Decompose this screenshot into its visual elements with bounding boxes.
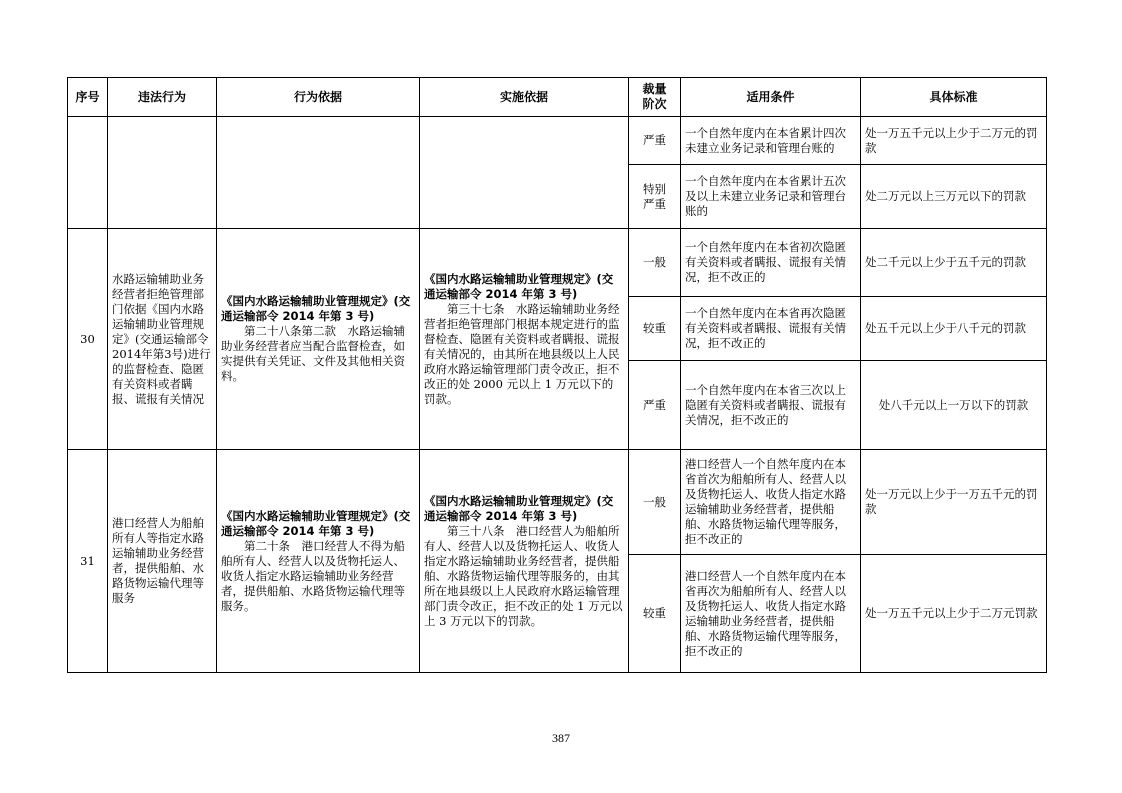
violation-cell: 水路运输辅助业务经营者拒绝管理部门依据《国内水路运输辅助业管理规定》(交通运输部令2014年第3号)进行的监督检查、隐匿有关资料或者瞒报、谎报有关情况 <box>108 229 217 450</box>
cell-empty-no <box>68 117 108 229</box>
header-level: 裁量 阶次 <box>629 78 681 117</box>
basis-cell <box>217 229 420 450</box>
level-cell: 严重 <box>629 117 681 165</box>
item-number: 31 <box>68 450 108 673</box>
page-number: 387 <box>552 731 570 745</box>
level-cell: 一般 <box>629 229 681 297</box>
condition-cell: 一个自然年度内在本省累计五次及以上未建立业务记录和管理台账的 <box>681 165 861 229</box>
condition-cell: 一个自然年度内在本省初次隐匿有关资料或者瞒报、谎报有关情况，拒不改正的 <box>681 229 861 297</box>
condition-cell: 一个自然年度内在本省再次隐匿有关资料或者瞒报、谎报有关情况，拒不改正的 <box>681 297 861 361</box>
standard-cell: 处二万元以上三万元以下的罚款 <box>861 165 1047 229</box>
table-row <box>68 450 1047 555</box>
basis-text: 第二十八条第二款 水路运输辅助业务经营者应当配合监督检查，如实提供有关凭证、文件及其他相关资料。 <box>221 324 405 383</box>
header-violation: 违法行为 <box>108 78 217 117</box>
violation-cell: 港口经营人为船舶所有人等指定水路运输辅助业务经营者，提供船舶、水路货物运输代理等服务 <box>108 450 217 673</box>
standard-cell: 处五千元以上少于八千元的罚款 <box>861 297 1047 361</box>
level-cell: 一般 <box>629 450 681 555</box>
condition-cell: 港口经营人一个自然年度内在本省再次为船舶所有人、经营人以及货物托运人、收货人指定水路运输辅助业务经营者，提供船舶、水路货物运输代理等服务，拒不改正的 <box>681 555 861 673</box>
implementation-cell <box>420 450 629 673</box>
standard-cell: 处一万五千元以上少于二万元的罚款 <box>861 117 1047 165</box>
implementation-text: 第三十八条 港口经营人为船舶所有人、经营人以及货物托运人、收货人指定水路运输辅助业务经营者，提供船舶、水路货物运输代理等服务的，由其所在地县级以上人民政府水路运输管理部门责令改正，拒不改正的处 1 万元以上 3 万元以下的罚款。 <box>424 523 623 628</box>
level-cell: 较重 <box>629 555 681 673</box>
implementation-text: 第三十七条 水路运输辅助业务经营者拒绝管理部门根据本规定进行的监督检查、隐匿有关资料或者瞒报、谎报有关情况的，由其所在地县级以上人民政府水路运输管理部门责令改正，拒不改正的处 2000 元以上 1 万元以下的罚款。 <box>424 301 620 406</box>
header-no: 序号 <box>68 78 108 117</box>
header-implementation: 实施依据 <box>420 78 629 117</box>
table-row <box>68 117 1047 165</box>
header-row <box>68 78 1047 117</box>
condition-cell: 一个自然年度内在本省累计四次未建立业务记录和管理台账的 <box>681 117 861 165</box>
implementation-cell <box>420 229 629 450</box>
basis-text: 第二十条 港口经营人不得为船舶所有人、经营人以及货物托运人、收货人指定水路运输辅助业务经营者，提供船舶、水路货物运输代理等服务。 <box>221 538 405 613</box>
header-standard: 具体标准 <box>861 78 1047 117</box>
header-conditions: 适用条件 <box>681 78 861 117</box>
table-row <box>68 229 1047 297</box>
header-basis: 行为依据 <box>217 78 420 117</box>
standard-cell: 处一万元以上少于一万五千元的罚款 <box>861 450 1047 555</box>
standard-cell: 处八千元以上一万以下的罚款 <box>861 361 1047 450</box>
condition-cell: 一个自然年度内在本省三次以上隐匿有关资料或者瞒报、谎报有关情况，拒不改正的 <box>681 361 861 450</box>
standard-cell: 处二千元以上少于五千元的罚款 <box>861 229 1047 297</box>
item-number: 30 <box>68 229 108 450</box>
basis-title: 《国内水路运输辅助业管理规定》(交通运输部令 2014 年第 3 号) <box>221 294 411 323</box>
condition-cell: 港口经营人一个自然年度内在本省首次为船舶所有人、经营人以及货物托运人、收货人指定水路运输辅助业务经营者，提供船舶、水路货物运输代理等服务，拒不改正的 <box>681 450 861 555</box>
standard-cell: 处一万五千元以上少于二万元罚款 <box>861 555 1047 673</box>
basis-title: 《国内水路运输辅助业管理规定》(交通运输部令 2014 年第 3 号) <box>221 508 411 538</box>
level-cell: 较重 <box>629 297 681 361</box>
basis-cell <box>217 450 420 673</box>
cell-empty-implementation <box>420 117 629 229</box>
implementation-title: 《国内水路运输辅助业管理规定》(交通运输部令 2014 年第 3 号) <box>424 493 614 523</box>
level-cell: 特别 严重 <box>629 165 681 229</box>
cell-empty-basis <box>217 117 420 229</box>
level-cell: 严重 <box>629 361 681 450</box>
penalty-standard-table <box>67 77 1047 673</box>
implementation-title: 《国内水路运输辅助业管理规定》(交通运输部令 2014 年第 3 号) <box>424 271 614 301</box>
cell-empty-violation <box>108 117 217 229</box>
